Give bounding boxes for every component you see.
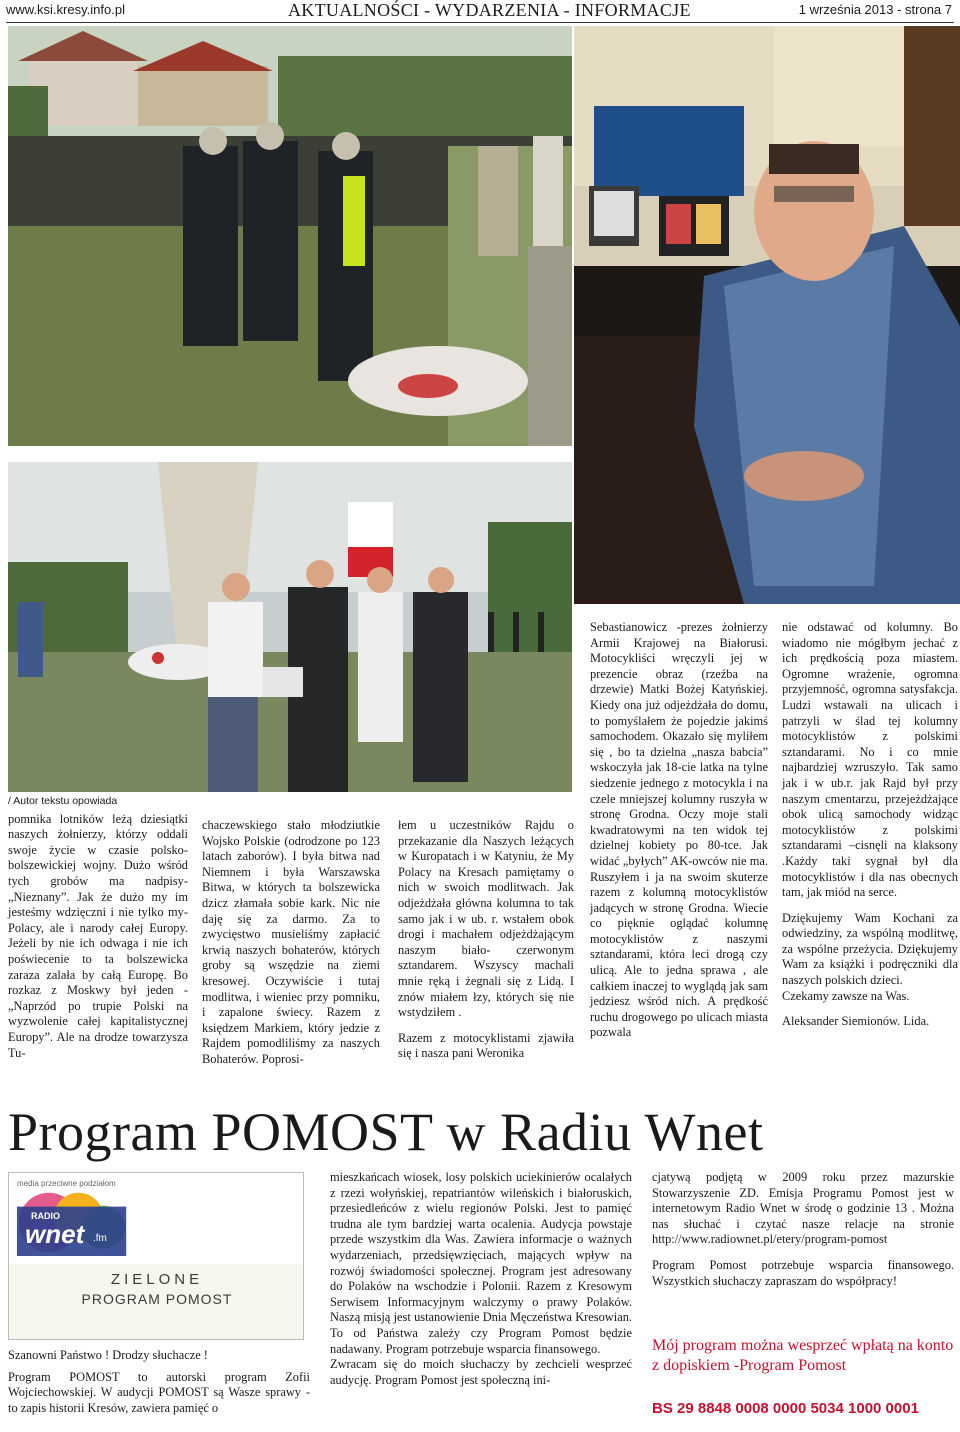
radio-text: Zwracam się do moich słuchaczy by zechcieli wesprzeć audycję. Program Pomost jest społeczną ini-: [330, 1357, 632, 1387]
radio-text: cjatywą podjętą w 2009 roku przez mazurskie Stowarzyszenie ZD. Emisja Programu Pomost jest w internetowym Radio Wnet w środę o godzinie 13 . Można nas słuchać i czytać nasze relacje na stronie http://www.radiownet.pl/etery/program-pomost: [652, 1170, 954, 1247]
header-rule: [6, 22, 954, 23]
logo-fm: .fm: [93, 1233, 107, 1244]
article-text: Czekamy zawsze na Was.: [782, 988, 910, 1003]
radio-column-3: [652, 1170, 954, 1299]
logo-radio: RADIO: [31, 1211, 60, 1221]
article-text: nie odstawać od kolumny. Bo wiadomo nie mógłbym jechać z ich prędkością poza miastem. Ogromne wrażenie, ogromna przyjemność, ogromna satysfakcja. Ludzi wstawali na ulicach i patrzyli w ślad tej kolumny motocyklistów z polskimi sztandarami. No i co mnie najbardziej wzruszyło. Tak samo jak i w ub.r. jak Rajd był przy naszym cmentarzu, przejeżdżające obok ulicą samochody widząc motocyklistów z polskimi sztandarami –cisnęli na klaksony .Każdy taki sygnał był dla motocyklistów i dla nas obecnych tam, jak miód na serce.: [782, 620, 958, 900]
section-title: AKTUALNOŚCI - WYDARZENIA - INFORMACJE: [288, 0, 691, 20]
article-column-3: [398, 818, 574, 1072]
article-column-5: [782, 620, 958, 1040]
author-credit: / Autor tekstu opowiada: [8, 795, 118, 807]
signature: Aleksander Siemionów. Lida.: [782, 1014, 930, 1029]
ceremony-photo: [8, 26, 572, 446]
issue-date: 1 września 2013 - strona 7: [798, 2, 952, 17]
support-appeal: Mój program można wesprzeć wpłatą na konto z dopiskiem -Program Pomost: [652, 1337, 954, 1374]
radio-text: Program Pomost potrzebuje wsparcia finansowego. Wszystkich słuchaczy zapraszam do współpracy!: [652, 1257, 954, 1288]
banner-line-1: ZIELONE: [110, 1271, 204, 1288]
radio-column-2: [330, 1170, 632, 1398]
radio-text: mieszkańcach wiosek, losy polskich uciekinierów ocalałych z rzezi wołyńskiej, repatriantów wileńskich i białoruskich, przesiedleńców z wielu regionów Polski. Jest to pamięć trudna ale tym bardziej warta ocalenia. Audycja powstaje przede wszystkim dla Was. Zawiera informacje o ważnych wydarzeniach, przedsięwzięciach, mających wpływ na rozwój świadomości społecznej. Program jest adresowany do Polaków na wschodzie i Polonii. Razem z Kresowym Serwisem Informacyjnym walczymy o prawy Polaków. Naszą misją jest ustanowienie Dnia Męczeństwa Kresowian. To od Państwa zależy czy Program Pomost będzie nadawany. Program potrzebuje wsparcia finansowego.: [330, 1170, 632, 1356]
article-text: chaczewskiego stało młodziutkie Wojsko Polskie (odrodzone po 123 latach zaborów). I była bitwa nad Niemnem i była Warszawska Bitwa, w których ta bolszewicka dzicz złamała sobie kark. Nic nie daję się za darmo. Za to zwycięstwo musieliśmy zapłacić krwią naszych bohaterów, których groby są wszędzie na ziemi kresowej. Oczywiście i tutaj modlitwa, i wieniec przy pomniku, i zapalone świecy. Razem z księdzem Markiem, który jedzie z Rajdem pomodliliśmy za naszych Bohaterów. Poprosi-: [202, 818, 380, 1066]
greeting: Szanowni Państwo ! Drodzy słuchacze !: [8, 1348, 208, 1362]
logo-wnet: wnet: [25, 1219, 85, 1249]
article-column-2: [202, 818, 380, 1078]
radio-text: Program POMOST to autorski program Zofii Wojciechowskiej. W audycji POMOST są Wasze sprawy - to zapis historii Kresów, zawiera pamięć o: [8, 1369, 310, 1415]
logo-tagline: media przeciwne podziałom: [17, 1179, 116, 1188]
article-column-1: [8, 794, 188, 1071]
article-text: łem u uczestników Rajdu o przekazanie dla Naszych leżących w Kuropatach i w Katyniu, że My Polacy na Kresach pamiętamy o nich w swoich modlitwach. Jak odjeżdżała główna kolumna to tak samo jak i w ub. r. wstałem obok drogi i machałem odjeżdżającym naszym biało- czerwonym sztandarem. Wszyscy machali mnie ręką i żegnali się z Lidą. I znów miałem łzy, których się nie wstydziłem .: [398, 818, 574, 1020]
bank-account[interactable]: BS 29 8848 0008 0000 5034 1000 0001: [652, 1400, 919, 1417]
article-text: Sebastianowicz -prezes żołnierzy Armii Krajowej na Białorusi. Motocykliści wręczyli jej w prezencie obraz (rzeźba na drzewie) Matki Bożej Katyńskiej. Kiedy ona już odjeżdżała do domu, to pomyślałem że pojedzie jakimś samochodem. Okazało się myliłem się , bo ta dzielna „nasza babcia” wskoczyła jak 18-cie latka na tylne siedzenie jednego z motocykla i na czele mniejszej kolumny ruszyła w stronę Grodna. Oczy moje stali kwadratowymi na ten widok tej dzielnej kobiety po 80-tce. Jak widać „byłych” AK-owców nie ma. Ruszyłem i ja na swoim skuterze razem z kolumną motocyklistów jadących w stronę Grodna. Wiecie co pięknie oglądać kolumnę motocyklistów z naszymi sztandarami, która leci drogą czy ulicą. Ale to jedna sprawa , ale całkiem inaczej to wyglądą jak sam jedziesz wśród nich. A prędkość ruchu drogowego po ulicach miasta pozwala: [590, 620, 768, 1040]
radio-section-title: Program POMOST w Radiu Wnet: [8, 1102, 764, 1162]
radio-wnet-logo: [8, 1172, 304, 1340]
speech-photo: [8, 462, 572, 792]
article-text: Dziękujemy Wam Kochani za odwiedziny, za wspólną modlitwę, za wspólne przeżycia. Dziękujemy Wam za książki i podręczniki dla naszych polskich dzieci.: [782, 910, 958, 988]
portrait-photo: [574, 26, 960, 604]
article-text: pomnika lotników leżą dziesiątki naszych żołnierzy, którzy oddali swoje życie w czasie polsko-bolszewickiej wojny. Dużo wśród tych grobów ma nadpisy-„Nieznany”. Jak że dużo my im jesteśmy wdzięczni i nie tylko my-Polacy, ale i narody całej Europy. Jeżeli by nie ich odwaga i nie ich poświecenie to ta bolszewicka zaraza zalała by całą Europę. Bo rozkaz z Moskwy był jeden -„Naprzód po trupie Polski na wyzwolenie całej kapitalistycznej Europy”. Ale na drodze towarzysza Tu-: [8, 811, 188, 1060]
radio-column-1: [8, 1348, 310, 1426]
banner-line-2: PROGRAM POMOST: [81, 1291, 233, 1307]
article-column-4: [590, 620, 768, 1051]
article-text: Razem z motocyklistami zjawiła się i nasza pani Weronika: [398, 1030, 574, 1061]
site-url[interactable]: www.ksi.kresy.info.pl: [6, 2, 125, 17]
